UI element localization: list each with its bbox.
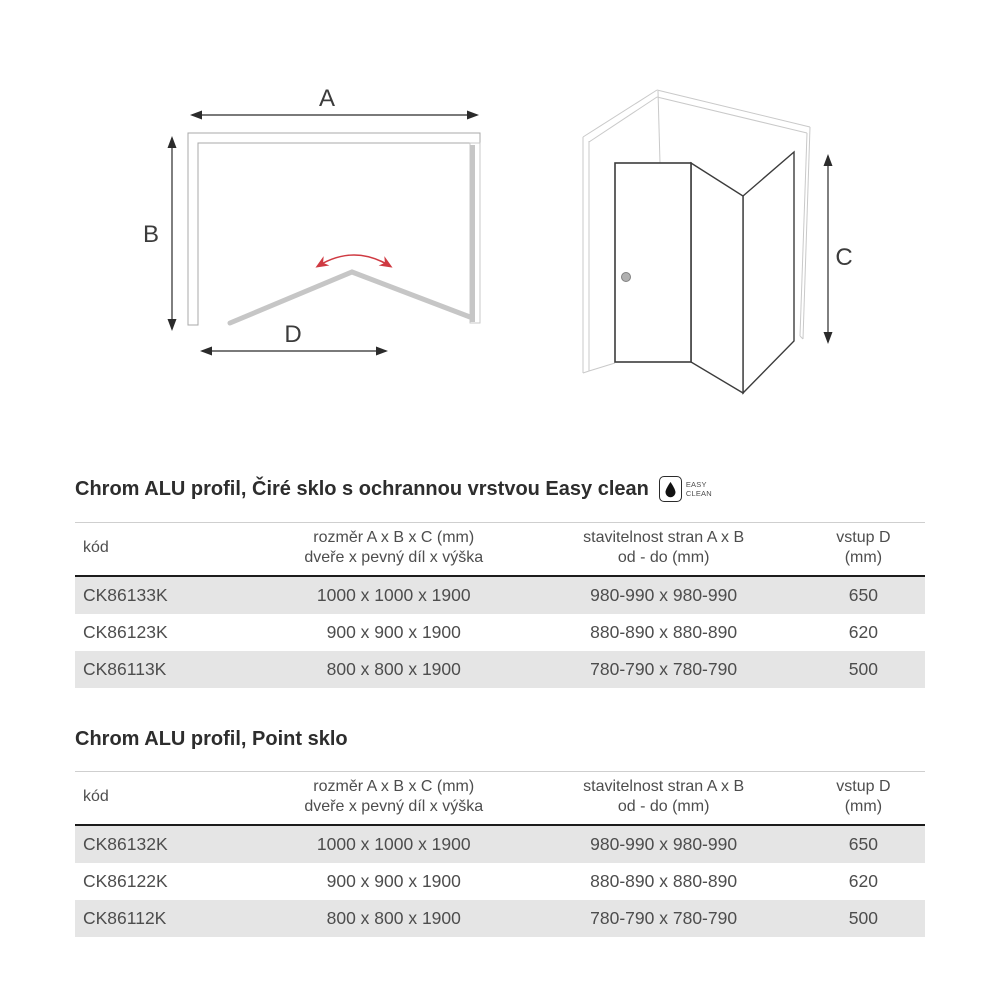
column-header-size	[262, 772, 526, 825]
dimension-b-arrow	[143, 138, 172, 329]
adjust-header-line1: stavitelnost stran A x B	[583, 529, 745, 546]
column-header-code: kód	[83, 539, 109, 557]
size-cell: 900 x 900 x 1900	[326, 870, 461, 891]
entry-cell: 620	[848, 621, 878, 642]
badge-line1: EASY	[685, 479, 707, 489]
badge-line2: CLEAN	[685, 489, 712, 498]
column-header-code: kód	[83, 788, 109, 806]
spec-table-point-sklo	[75, 771, 925, 937]
size-header-line1: rozměr A x B x C (mm)	[313, 778, 475, 795]
water-drop-icon	[659, 476, 682, 502]
section-title	[75, 728, 925, 751]
table-row	[75, 863, 925, 900]
adjust-cell: 980-990 x 980-990	[590, 833, 738, 854]
entry-header-line1: vstup D	[836, 778, 891, 795]
door-swing-arrow	[318, 255, 390, 266]
table-row	[75, 900, 925, 937]
dimension-d-arrow	[202, 321, 386, 351]
dimension-a-arrow	[192, 85, 477, 115]
fold-panel-outer	[743, 152, 794, 393]
table-header-row	[75, 523, 925, 576]
code-cell: CK86113K	[83, 658, 167, 679]
table-row	[75, 651, 925, 688]
adjust-header-line2: od - do (mm)	[617, 549, 710, 567]
wall-profile	[188, 133, 480, 325]
column-header-entry	[802, 523, 925, 576]
entry-header-line2: (mm)	[844, 549, 883, 567]
size-cell: 1000 x 1000 x 1900	[316, 584, 471, 605]
fold-panel-inner	[691, 163, 743, 393]
easy-clean-badge-text	[686, 480, 712, 499]
code-cell: CK86122K	[83, 870, 168, 891]
spec-table-easy-clean	[75, 522, 925, 688]
adjust-header-line1: stavitelnost stran A x B	[583, 778, 745, 795]
entry-cell: 620	[848, 870, 878, 891]
adjust-cell: 780-790 x 780-790	[590, 907, 738, 928]
size-cell: 900 x 900 x 1900	[326, 621, 461, 642]
perspective-view-diagram	[545, 55, 890, 410]
dimension-c-label: C	[835, 244, 853, 271]
code-cell: CK86133K	[83, 584, 168, 605]
top-view-diagram	[140, 60, 535, 395]
entry-cell: 650	[848, 833, 878, 854]
dimension-b-label: B	[142, 221, 160, 248]
size-header-line2: dveře x pevný díl x výška	[304, 549, 484, 567]
column-header-adjust	[526, 772, 802, 825]
size-cell: 800 x 800 x 1900	[326, 907, 461, 928]
section-title-text: Chrom ALU profil, Point sklo	[75, 728, 348, 750]
size-header-line2: dveře x pevný díl x výška	[304, 798, 484, 816]
section-point-sklo	[75, 728, 925, 937]
easy-clean-badge	[659, 476, 712, 502]
section-title-text: Chrom ALU profil, Čiré sklo s ochrannou vrstvou Easy clean	[75, 477, 649, 500]
size-cell: 800 x 800 x 1900	[326, 658, 461, 679]
adjust-cell: 980-990 x 980-990	[590, 584, 738, 605]
entry-header-line1: vstup D	[836, 529, 891, 546]
size-cell: 1000 x 1000 x 1900	[316, 833, 471, 854]
entry-header-line2: (mm)	[844, 798, 883, 816]
entry-cell: 500	[848, 907, 878, 928]
code-cell: CK86132K	[83, 833, 168, 854]
size-header-line1: rozměr A x B x C (mm)	[313, 529, 475, 546]
adjust-cell: 880-890 x 880-890	[590, 621, 738, 642]
door-knob	[622, 273, 631, 282]
dimension-c-arrow	[828, 156, 853, 342]
door-panel	[615, 163, 691, 362]
entry-cell: 650	[848, 584, 878, 605]
adjust-cell: 780-790 x 780-790	[590, 658, 738, 679]
column-header-entry	[802, 772, 925, 825]
dimension-a-label: A	[318, 85, 336, 112]
table-row	[75, 576, 925, 614]
section-easy-clean	[75, 476, 925, 688]
entry-cell: 500	[848, 658, 878, 679]
dimension-d-label: D	[284, 321, 302, 348]
code-cell: CK86112K	[83, 907, 167, 928]
table-row	[75, 825, 925, 863]
folding-doors	[230, 272, 470, 323]
adjust-cell: 880-890 x 880-890	[590, 870, 738, 891]
column-header-adjust	[526, 523, 802, 576]
table-header-row	[75, 772, 925, 825]
adjust-header-line2: od - do (mm)	[617, 798, 710, 816]
code-cell: CK86123K	[83, 621, 168, 642]
section-title	[75, 476, 925, 502]
column-header-size	[262, 523, 526, 576]
table-row	[75, 614, 925, 651]
